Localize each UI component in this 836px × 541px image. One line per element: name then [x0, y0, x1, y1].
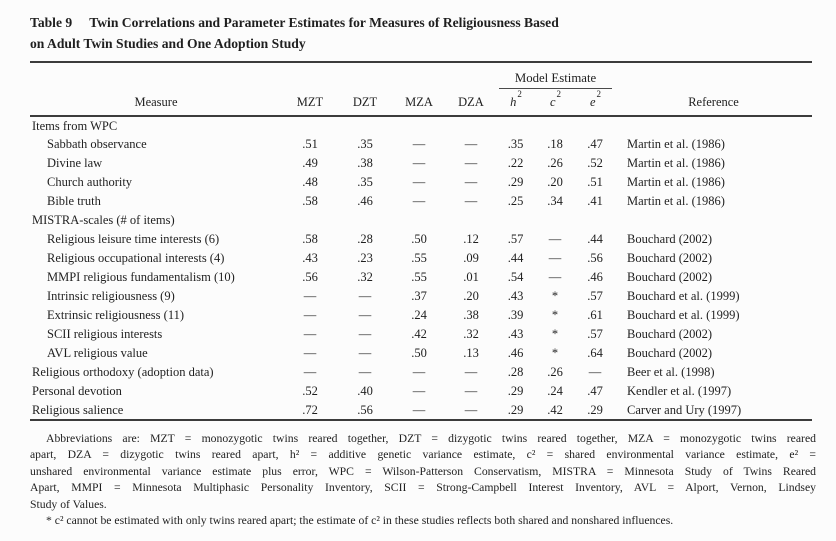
value-cell: .57 — [587, 289, 603, 303]
title-line-2: on Adult Twin Studies and One Adoption Study — [30, 35, 306, 51]
footnote-line: Study of Values. — [30, 497, 107, 511]
value-cell: .20 — [463, 289, 479, 303]
value-cell: .26 — [547, 365, 563, 379]
value-cell: .43 — [507, 289, 524, 303]
value-cell: .44 — [587, 232, 603, 246]
spanner-row — [30, 62, 812, 89]
col-header-dzt: DZT — [338, 89, 392, 116]
model-estimate-spanner — [496, 62, 615, 89]
reference-cell: Bouchard (2002) — [627, 270, 713, 284]
measure-cell: AVL religious value — [47, 346, 148, 360]
value-cell — [338, 116, 392, 135]
reference-cell: Bouchard (2002) — [627, 346, 713, 360]
value-cell: — — [412, 384, 426, 398]
value-cell: .56 — [302, 270, 318, 284]
col-header-c2 — [535, 89, 575, 116]
table-row — [30, 135, 812, 154]
reference-cell: Bouchard et al. (1999) — [627, 308, 740, 322]
table-row — [30, 382, 812, 401]
measure-cell: Religious orthodoxy (adoption data) — [32, 365, 214, 379]
table-row — [30, 287, 812, 306]
value-cell — [392, 116, 446, 135]
value-cell: .56 — [587, 251, 603, 265]
measure-cell: Religious occupational interests (4) — [47, 251, 225, 265]
value-cell: .09 — [463, 251, 479, 265]
measure-cell: MMPI religious fundamentalism (10) — [47, 270, 235, 284]
col-header-mzt: MZT — [282, 89, 338, 116]
value-cell: — — [358, 327, 372, 341]
spanner-blank-left — [30, 62, 496, 89]
value-cell: — — [303, 308, 317, 322]
title-line-1 — [30, 13, 812, 34]
value-cell — [446, 211, 496, 230]
table-row — [30, 154, 812, 173]
value-cell: — — [412, 402, 426, 417]
reference-cell: Beer et al. (1998) — [627, 365, 715, 379]
table-row — [30, 249, 812, 268]
value-cell: .35 — [507, 137, 524, 151]
reference-cell: Bouchard et al. (1999) — [627, 289, 740, 303]
model-estimate-label: Model Estimate — [499, 71, 612, 89]
col-header-h2 — [496, 89, 535, 116]
table-number: Table 9 — [30, 15, 73, 30]
value-cell: .40 — [357, 384, 373, 398]
value-cell — [575, 211, 615, 230]
value-cell: — — [412, 156, 426, 170]
value-cell: .52 — [302, 384, 318, 398]
value-cell: — — [412, 175, 426, 189]
value-cell: .01 — [463, 270, 479, 284]
value-cell: — — [548, 232, 562, 246]
reference-cell: Bouchard (2002) — [627, 251, 713, 265]
value-cell: .47 — [587, 137, 603, 151]
value-cell: — — [303, 365, 317, 379]
table-row — [30, 306, 812, 325]
measure-cell: MISTRA-scales (# of items) — [32, 213, 175, 227]
h2-sup: 2 — [517, 88, 522, 99]
value-cell — [282, 116, 338, 135]
table-body — [30, 116, 812, 420]
value-cell: * — [551, 289, 559, 303]
value-cell: — — [358, 308, 372, 322]
value-cell: .57 — [507, 232, 524, 246]
measure-cell: Sabbath observance — [47, 137, 147, 151]
measure-cell: Personal devotion — [32, 384, 122, 398]
reference-cell: Martin et al. (1986) — [627, 156, 725, 170]
col-header-dza: DZA — [446, 89, 496, 116]
value-cell — [446, 116, 496, 135]
table-row — [30, 211, 812, 230]
reference-cell: Martin et al. (1986) — [627, 175, 725, 189]
value-cell: — — [548, 251, 562, 265]
value-cell — [392, 211, 446, 230]
footnote-line: Abbreviations are: MZT = monozygotic twins reared together, DZT = dizygotic twins reared together, MZA = monozygotic twins reared — [46, 432, 816, 445]
value-cell: .23 — [357, 251, 373, 265]
measure-cell: Items from WPC — [32, 118, 118, 133]
measure-cell: SCII religious interests — [47, 327, 163, 341]
value-cell: .25 — [507, 194, 524, 208]
value-cell: .44 — [507, 251, 524, 265]
measure-cell: Extrinsic religiousness (11) — [47, 308, 185, 322]
value-cell: .18 — [547, 137, 563, 151]
value-cell: — — [303, 327, 317, 341]
c2-base: c — [549, 95, 556, 109]
value-cell: .28 — [357, 232, 373, 246]
value-cell: * — [551, 346, 559, 360]
value-cell: .29 — [507, 384, 524, 398]
value-cell: .41 — [587, 194, 603, 208]
table-row — [30, 344, 812, 363]
reference-cell: Martin et al. (1986) — [627, 137, 725, 151]
value-cell: .47 — [587, 384, 603, 398]
abbreviations-note — [30, 431, 816, 513]
asterisk-note: * c² cannot be estimated with only twins reared apart; the estimate of c² in these studies reflects both shared and nonshared influences. — [46, 514, 674, 528]
value-cell: .52 — [587, 156, 603, 170]
value-cell: .54 — [507, 270, 524, 284]
value-cell: .26 — [547, 156, 563, 170]
value-cell: .39 — [507, 308, 524, 322]
value-cell: — — [464, 365, 478, 379]
value-cell: .24 — [411, 308, 427, 322]
value-cell — [496, 116, 535, 135]
spanner-blank-right — [615, 62, 812, 89]
value-cell: — — [412, 365, 426, 379]
table-row — [30, 268, 812, 287]
reference-cell: Carver and Ury (1997) — [627, 402, 742, 417]
measure-cell: Intrinsic religiousness (9) — [47, 289, 175, 303]
footnote-line: Apart, MMPI = Minnesota Multiphasic Personality Inventory, SCII = Strong-Campbell Interest Inventory, AVL = Alport, Vernon, Lindsey — [30, 481, 816, 495]
reference-cell: Bouchard (2002) — [627, 232, 713, 246]
col-header-reference: Reference — [615, 89, 812, 116]
reference-cell: Kendler et al. (1997) — [627, 384, 732, 398]
table-row — [30, 401, 812, 420]
value-cell: .50 — [411, 346, 427, 360]
value-cell: .29 — [587, 402, 603, 417]
value-cell: .32 — [463, 327, 479, 341]
value-cell: .12 — [463, 232, 479, 246]
reference-cell — [615, 116, 812, 135]
value-cell: — — [358, 365, 372, 379]
value-cell: — — [588, 365, 602, 379]
c2-sup: 2 — [556, 88, 562, 99]
value-cell: — — [464, 137, 478, 151]
value-cell: .46 — [587, 270, 603, 284]
footnotes — [30, 431, 816, 529]
value-cell: .56 — [357, 402, 373, 417]
value-cell — [535, 116, 575, 135]
footnote-line: apart, DZA = dizygotic twins reared apart, h² = additive genetic variance estimate, c² = shared environmental variance estimate, e² = — [30, 448, 816, 462]
value-cell: .51 — [587, 175, 603, 189]
value-cell: .64 — [587, 346, 603, 360]
col-header-e2 — [575, 89, 615, 116]
table-title — [30, 13, 812, 54]
value-cell: .55 — [411, 270, 427, 284]
value-cell: — — [464, 402, 478, 417]
value-cell: .20 — [547, 175, 563, 189]
value-cell: — — [464, 384, 478, 398]
value-cell: — — [464, 156, 478, 170]
value-cell: — — [412, 194, 426, 208]
value-cell: .38 — [463, 308, 479, 322]
value-cell: .51 — [302, 137, 318, 151]
value-cell — [282, 211, 338, 230]
table-row — [30, 192, 812, 211]
value-cell: .38 — [357, 156, 373, 170]
value-cell: .28 — [507, 365, 524, 379]
reference-cell — [615, 211, 812, 230]
value-cell: .22 — [507, 156, 524, 170]
value-cell: .35 — [357, 137, 373, 151]
value-cell: — — [548, 270, 562, 284]
e2-sup: 2 — [596, 88, 602, 99]
value-cell: .43 — [302, 251, 318, 265]
value-cell: .48 — [302, 175, 318, 189]
measure-cell: Religious salience — [32, 402, 124, 417]
value-cell: * — [551, 327, 559, 341]
value-cell: .35 — [357, 175, 373, 189]
table-row — [30, 363, 812, 382]
value-cell: .50 — [411, 232, 427, 246]
value-cell: .13 — [463, 346, 479, 360]
value-cell: .58 — [302, 194, 318, 208]
h2-base: h — [510, 95, 517, 109]
footnote-line: unshared environmental variance estimate plus error, WPC = Wilson-Patterson Conservatism, MISTRA = Minnesota Study of Twins Reared — [30, 464, 816, 478]
value-cell: — — [303, 289, 317, 303]
value-cell — [535, 211, 575, 230]
value-cell: * — [551, 308, 559, 322]
value-cell: .46 — [357, 194, 373, 208]
col-header-mza: MZA — [392, 89, 446, 116]
table-row — [30, 325, 812, 344]
value-cell: .57 — [587, 327, 603, 341]
table-row — [30, 173, 812, 192]
measure-cell: Bible truth — [47, 194, 101, 208]
value-cell: .34 — [547, 194, 563, 208]
value-cell: .58 — [302, 232, 318, 246]
value-cell: .29 — [507, 402, 524, 417]
value-cell: .32 — [357, 270, 373, 284]
value-cell — [575, 116, 615, 135]
measure-cell: Divine law — [47, 156, 103, 170]
value-cell: .55 — [411, 251, 427, 265]
reference-cell: Bouchard (2002) — [627, 327, 713, 341]
religiousness-table — [30, 61, 812, 421]
measure-cell: Church authority — [47, 175, 133, 189]
value-cell: .43 — [507, 327, 524, 341]
value-cell: — — [358, 289, 372, 303]
value-cell: — — [358, 346, 372, 360]
col-header-measure: Measure — [30, 89, 282, 116]
value-cell — [338, 211, 392, 230]
value-cell: — — [464, 175, 478, 189]
e2-base: e — [589, 95, 596, 109]
value-cell: .46 — [507, 346, 524, 360]
table-row — [30, 230, 812, 249]
measure-cell: Religious leisure time interests (6) — [47, 232, 220, 246]
header-row — [30, 89, 812, 116]
value-cell: — — [464, 194, 478, 208]
value-cell — [496, 211, 535, 230]
reference-cell: Martin et al. (1986) — [627, 194, 725, 208]
value-cell: .49 — [302, 156, 318, 170]
value-cell: .72 — [302, 402, 318, 417]
value-cell: .37 — [411, 289, 427, 303]
value-cell: .24 — [547, 384, 563, 398]
value-cell: — — [412, 137, 426, 151]
value-cell: .29 — [507, 175, 524, 189]
title-text-1: Twin Correlations and Parameter Estimates for Measures of Religiousness Based — [89, 15, 559, 30]
table-row — [30, 116, 812, 135]
value-cell: — — [303, 346, 317, 360]
value-cell: .42 — [547, 402, 563, 417]
value-cell: .42 — [411, 327, 427, 341]
value-cell: .61 — [587, 308, 603, 322]
